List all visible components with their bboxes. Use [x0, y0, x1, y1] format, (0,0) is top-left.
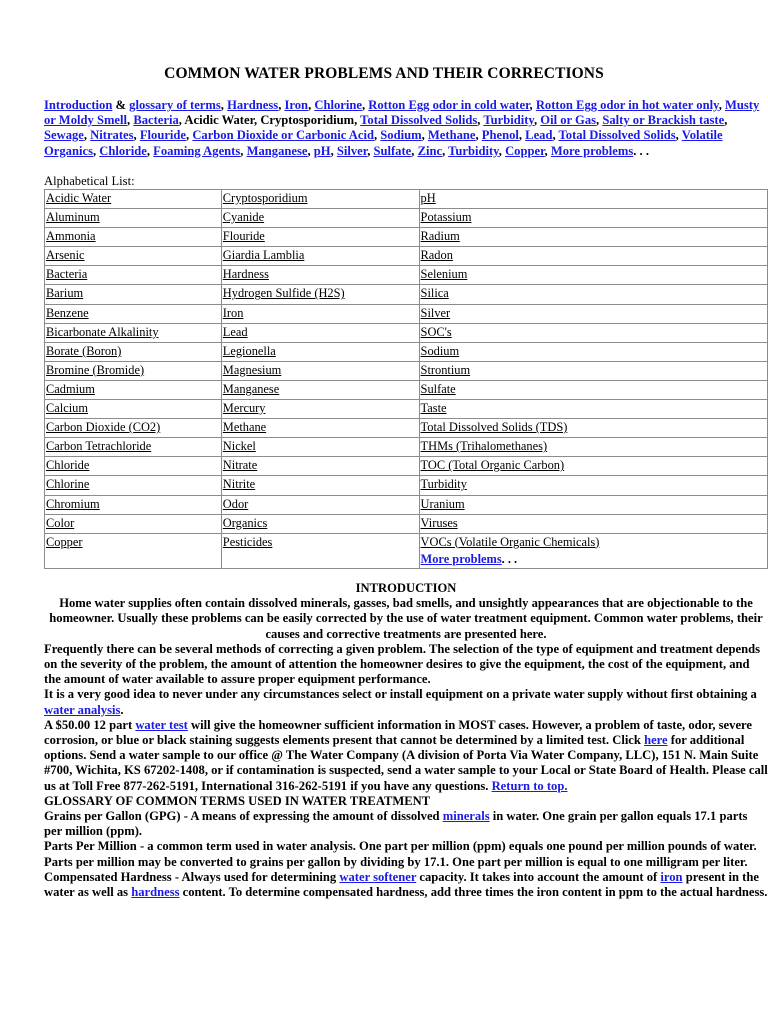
contaminant-link[interactable]: Silver	[420, 305, 451, 320]
table-row	[45, 247, 768, 266]
table-cell	[419, 533, 767, 568]
table-cell	[221, 304, 419, 323]
ellipsis: . . .	[501, 551, 518, 566]
topic-link[interactable]: Sodium	[380, 128, 422, 143]
topic-link[interactable]: Sulfate	[373, 143, 412, 158]
table-cell	[419, 419, 767, 438]
contaminant-link[interactable]: Magnesium	[222, 362, 282, 377]
topic-link[interactable]: Rotton Egg odor in hot water only	[535, 98, 719, 112]
glossary-compensated-hardness	[44, 870, 768, 900]
topic-separator: ,	[518, 128, 526, 143]
contaminant-link[interactable]: Lead	[222, 324, 248, 339]
contaminant-link[interactable]: Bromine (Bromide)	[46, 362, 145, 377]
contaminant-link[interactable]: SOC's	[420, 324, 452, 339]
topic-link[interactable]: Bacteria	[133, 113, 179, 128]
contaminant-link[interactable]: Cadmium	[46, 381, 95, 396]
contaminant-link[interactable]: Chromium	[46, 496, 100, 511]
topic-link[interactable]: Salty or Brackish taste	[602, 113, 725, 128]
table-row	[45, 342, 768, 361]
topic-separator: ,	[83, 128, 91, 143]
contaminant-link[interactable]: Sodium	[420, 343, 460, 358]
topic-link[interactable]: Turbidity	[483, 113, 534, 128]
contaminant-link[interactable]: Odor	[222, 496, 249, 511]
table-row	[45, 285, 768, 304]
table-cell	[45, 247, 222, 266]
topic-separator: ,	[477, 113, 484, 128]
topic-link[interactable]: Phenol	[481, 128, 519, 143]
text: content. To determine compensated hardness, add three times the iron content in ppm to the actual hardness.	[179, 885, 768, 900]
topic-separator: ,	[411, 143, 418, 158]
table-cell	[221, 476, 419, 495]
contaminant-link[interactable]: Aluminum	[46, 210, 100, 225]
contaminant-link[interactable]: Radium	[420, 229, 460, 244]
more-problems-link[interactable]: More problems	[420, 551, 502, 566]
table-cell	[45, 342, 222, 361]
topic-separator: Cryptosporidium	[260, 113, 355, 128]
contaminant-link[interactable]: Hydrogen Sulfide (H2S)	[222, 286, 345, 301]
topic-separator: ,	[442, 143, 449, 158]
contaminant-link[interactable]: TOC (Total Organic Carbon)	[420, 458, 565, 473]
topic-separator: . . .	[633, 143, 649, 158]
table-cell	[419, 190, 767, 209]
topic-link[interactable]: Methane	[427, 128, 476, 143]
topic-separator: ,	[529, 98, 536, 112]
contaminant-link[interactable]: Giardia Lamblia	[222, 248, 305, 263]
glossary-heading: GLOSSARY OF COMMON TERMS USED IN WATER TREATMENT	[44, 793, 431, 808]
contaminant-link[interactable]: Manganese	[222, 381, 280, 396]
table-row	[45, 304, 768, 323]
topic-separator: ,	[596, 113, 603, 128]
contaminant-link[interactable]: Mercury	[222, 401, 266, 416]
table-cell	[419, 285, 767, 304]
topic-link[interactable]: Zinc	[417, 143, 443, 158]
topic-link[interactable]: Total Dissolved Solids	[360, 113, 478, 128]
table-cell	[221, 457, 419, 476]
table-cell	[221, 400, 419, 419]
table-row	[45, 228, 768, 247]
contaminant-link[interactable]: Hardness	[222, 267, 269, 282]
table-row	[45, 190, 768, 209]
table-cell	[221, 266, 419, 285]
contaminant-link[interactable]: Strontium	[420, 362, 471, 377]
table-cell	[221, 380, 419, 399]
table-row	[45, 514, 768, 533]
contaminant-link[interactable]: Taste	[420, 401, 447, 416]
contaminant-link[interactable]: Bacteria	[46, 267, 88, 282]
topic-link[interactable]: Rotton Egg odor in cold water	[368, 98, 530, 112]
table-cell	[45, 190, 222, 209]
alphabetical-list-table	[44, 189, 768, 569]
contaminant-link[interactable]: Chloride	[46, 458, 90, 473]
topic-link[interactable]: Turbidity	[448, 143, 499, 158]
topic-link[interactable]: Manganese	[246, 143, 308, 158]
contaminant-link[interactable]: Nitrate	[222, 458, 258, 473]
table-cell	[419, 438, 767, 457]
contaminant-link[interactable]: Arsenic	[46, 248, 85, 263]
contaminant-link[interactable]: Nitrite	[222, 477, 256, 492]
topic-separator: ,	[133, 128, 140, 143]
contaminant-link[interactable]: Nickel	[222, 439, 256, 454]
table-row	[45, 323, 768, 342]
topic-link[interactable]: Introduction	[44, 98, 113, 112]
water-analysis-link[interactable]: water analysis	[44, 702, 121, 717]
contaminant-link[interactable]: Viruses	[420, 515, 458, 530]
table-row	[45, 438, 768, 457]
contaminant-link[interactable]: Silica	[420, 286, 449, 301]
text: Grains per Gallon (GPG) - A means of expressing the amount of dissolved	[44, 809, 443, 824]
table-cell	[419, 266, 767, 285]
table-cell	[45, 438, 222, 457]
topic-link[interactable]: Sewage	[44, 128, 84, 143]
main-content	[44, 581, 768, 900]
contaminant-link[interactable]: Legionella	[222, 343, 276, 358]
text: A $50.00 12 part	[44, 717, 136, 732]
topic-link[interactable]: Oil or Gas	[540, 113, 597, 128]
topic-separator: &	[112, 98, 130, 112]
table-cell	[221, 247, 419, 266]
water-softener-link[interactable]: water softener	[339, 869, 417, 884]
topic-link[interactable]: Foaming Agents	[153, 143, 241, 158]
text: Compensated Hardness - Always used for determining	[44, 869, 340, 884]
contaminant-link[interactable]: Methane	[222, 420, 267, 435]
topic-separator: ,	[308, 98, 315, 112]
table-cell	[221, 514, 419, 533]
contaminant-link[interactable]: Cryptosporidium	[222, 191, 308, 205]
contaminant-link[interactable]: Organics	[222, 515, 268, 530]
text: .	[120, 702, 124, 717]
topic-separator: ,	[278, 98, 285, 112]
text: will give the homeowner sufficient information in MOST cases. However, a problem of taste, odor, severe corrosion, or blue or black staining suggests elements present that cannot be determined by a limited test. Click	[44, 717, 752, 748]
contaminant-link[interactable]: Radon	[420, 248, 453, 263]
contaminant-link[interactable]: Potassium	[420, 210, 472, 225]
table-row	[45, 380, 768, 399]
topic-index	[44, 98, 764, 159]
alphabetical-list-label: Alphabetical List:	[44, 174, 135, 188]
table-row	[45, 495, 768, 514]
topic-separator: ,	[307, 143, 314, 158]
table-cell	[221, 342, 419, 361]
contaminant-link[interactable]: Carbon Dioxide (CO2)	[46, 420, 161, 435]
return-to-top-link[interactable]: Return to top.	[491, 778, 568, 793]
topic-separator: ,	[552, 128, 559, 143]
table-cell	[221, 323, 419, 342]
table-row	[45, 476, 768, 495]
topic-separator: ,	[675, 128, 682, 143]
topic-separator: ,	[718, 98, 725, 112]
text: capacity. It takes into account the amount of	[416, 869, 661, 884]
table-cell	[419, 323, 767, 342]
introduction-paragraph-3	[44, 687, 768, 717]
topic-separator: ,	[544, 143, 551, 158]
contaminant-link[interactable]: Pesticides	[222, 534, 273, 549]
hardness-link[interactable]: hardness	[131, 885, 180, 900]
topic-separator: ,	[178, 113, 185, 128]
table-cell	[45, 361, 222, 380]
table-cell	[419, 400, 767, 419]
table-cell	[221, 190, 419, 209]
contaminant-link[interactable]: Flouride	[222, 229, 265, 244]
topic-separator: ,	[330, 143, 337, 158]
page-title: COMMON WATER PROBLEMS AND THEIR CORRECTIONS	[164, 65, 604, 82]
table-cell	[221, 209, 419, 228]
topic-separator: ,	[724, 113, 728, 128]
topic-link[interactable]: glossary of terms	[129, 98, 221, 112]
water-test-link[interactable]: water test	[135, 717, 188, 732]
contaminant-link[interactable]: Chlorine	[46, 477, 90, 492]
table-row	[45, 400, 768, 419]
iron-link[interactable]: iron	[660, 869, 683, 884]
contaminant-link[interactable]: VOCs (Volatile Organic Chemicals)	[420, 534, 600, 549]
topic-link[interactable]: pH	[313, 143, 331, 158]
table-cell	[45, 533, 222, 568]
table-row	[45, 419, 768, 438]
table-cell	[221, 361, 419, 380]
table-cell	[419, 228, 767, 247]
table-cell	[45, 209, 222, 228]
topic-separator: ,	[146, 143, 154, 158]
glossary-ppm: Parts Per Million - a common term used in water analysis. One part per million (ppm) equals one pound per million pounds of water. Parts per million may be converted to grains per gallon by dividing by 17.1. One part per million is equal to one milligram per liter.	[44, 839, 757, 869]
table-cell	[419, 380, 767, 399]
contaminant-link[interactable]: Selenium	[420, 267, 468, 282]
topic-separator: ,	[361, 98, 369, 112]
table-cell	[419, 342, 767, 361]
contaminant-link[interactable]: Ammonia	[46, 229, 96, 244]
introduction-heading: INTRODUCTION	[355, 581, 457, 595]
text: for additional options. Send a water sample to our office @ The Water Company (A division of Porta Via Water Company, LLC), 151 N. Main Suite #700, Wichita, KS 67202-1408, or if contamination is suspected, send a water sample to your Local or State Board of Health. Please call us at Toll Free 877-262-5191, International 316-262-5191 if you have any questions.	[44, 733, 768, 793]
topic-separator: ,	[92, 143, 100, 158]
table-cell	[45, 266, 222, 285]
table-cell	[45, 495, 222, 514]
table-cell	[221, 438, 419, 457]
text: It is a very good idea to never under any circumstances select or install equipment on a private water supply without first obtaining a	[44, 687, 757, 702]
topic-link[interactable]: Musty or Moldy Smell	[44, 98, 760, 128]
table-cell	[45, 514, 222, 533]
table-cell	[221, 533, 419, 568]
introduction-paragraph-1: Home water supplies often contain dissolved minerals, gasses, bad smells, and unsightly appearances that are objectionable to the homeowner. Usually these problems can be easily corrected by the use of water treatment equipment. Common water problems, their causes and corrective treatments are presented here.	[49, 596, 763, 641]
contaminant-link[interactable]: Copper	[46, 534, 83, 549]
contaminant-link[interactable]: Calcium	[46, 401, 88, 416]
table-cell	[221, 419, 419, 438]
table-cell	[221, 285, 419, 304]
table-cell	[221, 495, 419, 514]
table-cell	[419, 514, 767, 533]
table-cell	[419, 476, 767, 495]
table-row	[45, 533, 768, 568]
table-cell	[45, 419, 222, 438]
topic-link[interactable]: Lead	[525, 128, 553, 143]
minerals-link[interactable]: minerals	[442, 809, 490, 824]
topic-link[interactable]: Hardness	[227, 98, 279, 112]
contaminant-link[interactable]: Barium	[46, 286, 84, 301]
topic-separator: Acidic Water	[184, 113, 255, 128]
table-row	[45, 209, 768, 228]
contaminant-link[interactable]: Benzene	[46, 305, 89, 320]
contaminant-link[interactable]: Borate (Boron)	[46, 343, 122, 358]
contaminant-link[interactable]: THMs (Trihalomethanes)	[420, 439, 548, 454]
contaminant-link[interactable]: pH	[420, 191, 436, 205]
topic-link[interactable]: Silver	[336, 143, 368, 158]
table-row	[45, 457, 768, 476]
contaminant-link[interactable]: Color	[46, 515, 75, 530]
topic-link[interactable]: More problems	[550, 143, 634, 158]
topic-separator: ,	[254, 113, 261, 128]
table-cell	[45, 380, 222, 399]
table-cell	[221, 228, 419, 247]
topic-separator: ,	[186, 128, 193, 143]
contaminant-link[interactable]: Iron	[222, 305, 244, 320]
contaminant-link[interactable]: Uranium	[420, 496, 465, 511]
table-row	[45, 266, 768, 285]
topic-separator: ,	[534, 113, 541, 128]
table-cell	[419, 304, 767, 323]
contaminant-link[interactable]: Acidic Water	[46, 191, 112, 205]
topic-link[interactable]: Total Dissolved Solids	[558, 128, 676, 143]
topic-separator: ,	[421, 128, 428, 143]
topic-separator: ,	[498, 143, 506, 158]
text: present in the water as well as	[44, 869, 759, 900]
contaminant-link[interactable]: Bicarbonate Alkalinity	[46, 324, 159, 339]
table-cell	[419, 247, 767, 266]
introduction-paragraph-2: Frequently there can be several methods of correcting a given problem. The selection of the type of equipment and treatment depends on the severity of the problem, the amount of attention the homeowner desires to give the equipment, the cost of the equipment, and the amount of water available to assure proper equipment performance.	[44, 641, 761, 687]
topic-link[interactable]: Volatile Organics	[44, 128, 723, 158]
table-cell	[419, 209, 767, 228]
glossary-gpg	[44, 809, 768, 839]
table-cell	[419, 495, 767, 514]
table-cell	[45, 457, 222, 476]
contaminant-link[interactable]: Cyanide	[222, 210, 265, 225]
contaminant-link[interactable]: Total Dissolved Solids (TDS)	[420, 420, 568, 435]
topic-link[interactable]: Flouride	[139, 128, 187, 143]
table-cell	[419, 457, 767, 476]
here-link[interactable]: here	[644, 733, 668, 748]
topic-separator: ,	[354, 113, 361, 128]
topic-link[interactable]: Nitrates	[90, 128, 134, 143]
topic-separator: ,	[374, 128, 381, 143]
text: in water. One grain per gallon equals 17.1 parts per million (ppm).	[44, 809, 748, 839]
topic-link[interactable]: Chlorine	[314, 98, 362, 112]
contaminant-link[interactable]: Carbon Tetrachloride	[46, 439, 152, 454]
topic-separator: ,	[127, 113, 134, 128]
topic-separator: ,	[475, 128, 482, 143]
topic-link[interactable]: Copper	[505, 143, 545, 158]
table-cell	[419, 361, 767, 380]
table-cell	[45, 228, 222, 247]
table-cell	[45, 323, 222, 342]
table-cell	[45, 400, 222, 419]
table-cell	[45, 304, 222, 323]
table-row	[45, 361, 768, 380]
topic-separator: ,	[367, 143, 374, 158]
topic-link[interactable]: Iron	[284, 98, 309, 112]
contaminant-link[interactable]: Sulfate	[420, 381, 456, 396]
table-cell	[45, 285, 222, 304]
topic-separator: ,	[220, 98, 228, 112]
introduction-paragraph-4	[44, 718, 768, 794]
contaminant-link[interactable]: Turbidity	[420, 477, 467, 492]
topic-separator: ,	[240, 143, 247, 158]
topic-link[interactable]: Chloride	[99, 143, 147, 158]
table-cell	[45, 476, 222, 495]
topic-link[interactable]: Carbon Dioxide or Carbonic Acid	[192, 128, 374, 143]
